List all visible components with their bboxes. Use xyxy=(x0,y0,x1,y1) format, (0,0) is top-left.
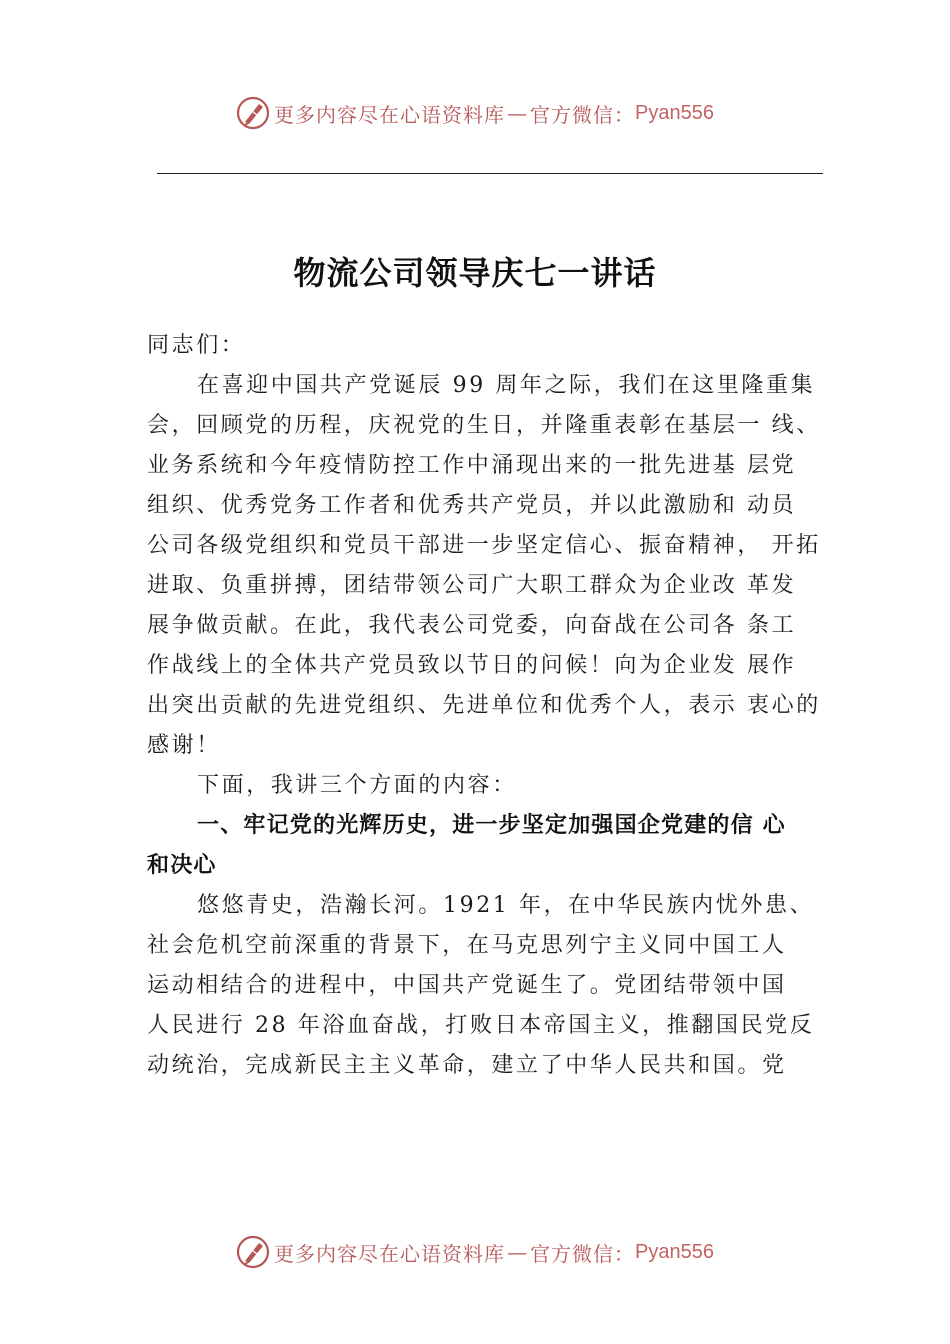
document-body xyxy=(147,326,837,1086)
header-divider xyxy=(157,173,823,174)
watermark-suffix: 官方微信： xyxy=(530,1241,636,1266)
watermark-banner-top xyxy=(0,93,950,133)
paragraph-line: 人民进行 28 年浴血奋战，打败日本帝国主义，推翻国民党反 xyxy=(147,1013,815,1038)
salutation-line: 同志们： xyxy=(147,333,246,358)
paragraph-line: 业务系统和今年疫情防控工作中涌现出来的一批先进基 层党 xyxy=(147,453,797,478)
watermark-banner-bottom xyxy=(0,1232,950,1272)
document-title: 物流公司领导庆七一讲话 xyxy=(293,254,657,292)
paragraph-line: 在喜迎中国共产党诞辰 99 周年之际，我们在这里隆重集 xyxy=(197,373,816,398)
paragraph-line: 社会危机空前深重的背景下，在马克思列宁主义同中国工人 xyxy=(147,933,787,958)
paragraph-line: 感谢！ xyxy=(147,733,221,758)
paragraph-line: 会，回顾党的历程，庆祝党的生日，并隆重表彰在基层一 线、 xyxy=(147,413,821,438)
watermark-account: Pyan556 xyxy=(635,1240,714,1263)
watermark-separator: — xyxy=(507,1240,529,1264)
paragraph-line: 作战线上的全体共产党员致以节日的问候！向为企业发 展作 xyxy=(147,653,797,678)
watermark-suffix: 官方微信： xyxy=(530,102,636,127)
paragraph-line: 进取、负重拼搏，团结带领公司广大职工群众为企业改 革发 xyxy=(147,573,797,598)
quill-logo-icon xyxy=(236,1235,270,1269)
quill-logo-icon xyxy=(236,96,270,130)
paragraph-line: 悠悠青史，浩瀚长河。1921 年，在中华民族内忧外患、 xyxy=(197,893,815,918)
paragraph-line: 下面，我讲三个方面的内容： xyxy=(197,773,517,798)
paragraph-line: 运动相结合的进程中，中国共产党诞生了。党团结带领中国 xyxy=(147,973,787,998)
watermark-text: 更多内容尽在心语资料库 xyxy=(274,102,506,127)
paragraph-line: 出突出贡献的先进党组织、先进单位和优秀个人，表示 衷心的 xyxy=(147,693,821,718)
paragraph-line: 组织、优秀党务工作者和优秀共产党员，并以此激励和 动员 xyxy=(147,493,797,518)
paragraph-line: 展争做贡献。在此，我代表公司党委，向奋战在公司各 条工 xyxy=(147,613,797,638)
paragraph-line: 公司各级党组织和党员干部进一步坚定信心、振奋精神， 开拓 xyxy=(147,533,821,558)
watermark-text: 更多内容尽在心语资料库 xyxy=(274,1241,506,1266)
section-heading: 一、牢记党的光辉历史，进一步坚定加强国企党建的信 心 xyxy=(197,813,786,838)
paragraph-line: 动统治，完成新民主主义革命，建立了中华人民共和国。党 xyxy=(147,1053,787,1078)
watermark-account: Pyan556 xyxy=(635,101,714,124)
watermark-separator: — xyxy=(507,101,529,125)
section-heading: 和决心 xyxy=(147,853,217,878)
